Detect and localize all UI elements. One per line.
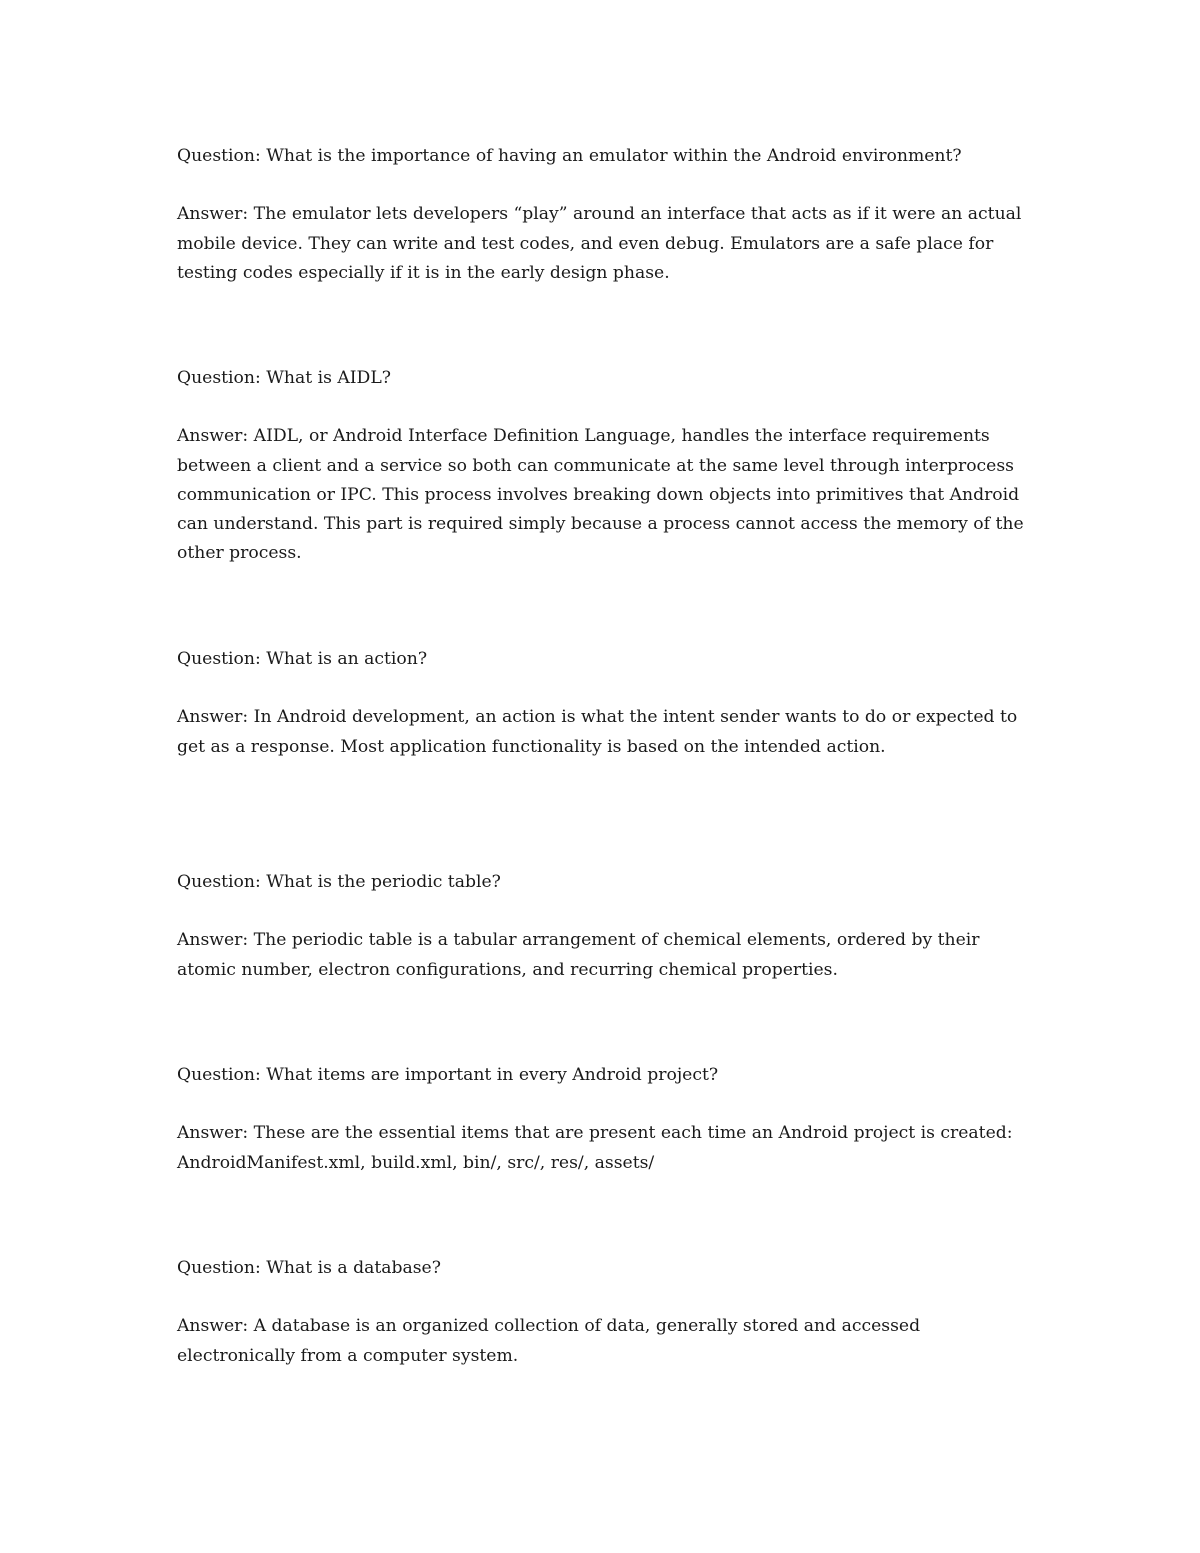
answer-text: Answer: The periodic table is a tabular arrangement of chemical elements, ordered by their atomic number, electron configurations, and recurring chemical properties. <box>177 930 980 980</box>
question-text: Question: What is AIDL? <box>177 368 391 388</box>
answer-text: Answer: In Android development, an action is what the intent sender wants to do or expected to get as a response. Most application functionality is based on the intended action. <box>177 707 1018 757</box>
qa-item-action <box>177 645 1037 762</box>
qa-item-project-items <box>177 1061 1037 1178</box>
answer-text: Answer: AIDL, or Android Interface Definition Language, handles the interface requirements between a client and a service so both can communicate at the same level through interprocess communication or IPC. This process involves breaking down objects into primitives that Android can understand. This part is required simply because a process cannot access the memory of the other process. <box>177 426 1024 564</box>
qa-item-emulator <box>177 142 1037 288</box>
answer-text: Answer: These are the essential items that are present each time an Android project is created: AndroidManifest.xml, build.xml, bin/, src/, res/, assets/ <box>177 1123 1013 1173</box>
qa-item-periodic-table <box>177 868 1037 985</box>
question-text: Question: What is the importance of having an emulator within the Android environment? <box>177 146 962 166</box>
answer-text: Answer: The emulator lets developers “play” around an interface that acts as if it were an actual mobile device. They can write and test codes, and even debug. Emulators are a safe place for testing codes especially if it is in the early design phase. <box>177 204 1022 283</box>
answer-text: Answer: A database is an organized collection of data, generally stored and accessed electronically from a computer system. <box>177 1316 921 1366</box>
question-text: Question: What items are important in every Android project? <box>177 1065 719 1085</box>
question-text: Question: What is an action? <box>177 649 428 669</box>
question-text: Question: What is a database? <box>177 1258 441 1278</box>
qa-item-database <box>177 1254 1037 1371</box>
qa-item-aidl <box>177 364 1037 568</box>
question-text: Question: What is the periodic table? <box>177 872 501 892</box>
